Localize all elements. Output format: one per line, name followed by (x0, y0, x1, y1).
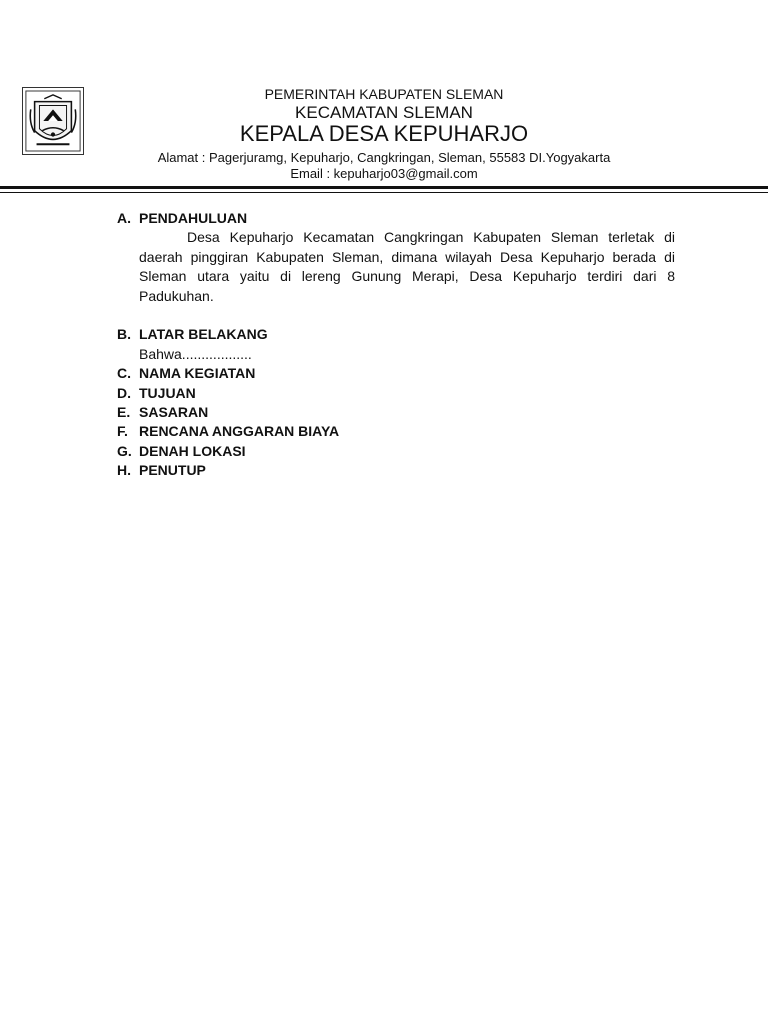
section-letter: F. (117, 423, 128, 440)
section-heading-d (117, 384, 675, 403)
office-address: Alamat : Pagerjuramg, Kepuharjo, Cangkringan, Sleman, 55583 DI.Yogyakarta (157, 150, 611, 165)
section-title: DENAH LOKASI (139, 442, 246, 459)
section-heading-h (117, 461, 675, 480)
document-body (117, 209, 675, 481)
section-heading-c (117, 364, 675, 383)
section-letter: A. (117, 210, 131, 226)
section-letter: G. (117, 442, 132, 459)
sleman-regency-emblem (22, 87, 84, 155)
letterhead-rule-thick (0, 186, 768, 189)
letterhead (100, 87, 668, 183)
section-title: PENDAHULUAN (139, 210, 248, 226)
section-title: LATAR BELAKANG (139, 326, 268, 343)
pendahuluan-text: Desa Kepuharjo Kecamatan Cangkringan Kabupaten Sleman terletak di daerah pinggiran Kabupaten Sleman, dimana wilayah Desa Kepuharjo berada di Sleman utara yaitu di lereng Gunung Merapi, Desa Kepuharjo terdiri dari 8 Padukuhan. (139, 229, 675, 304)
section-title: NAMA KEGIATAN (139, 365, 256, 382)
section-heading-f (117, 422, 675, 441)
pendahuluan-paragraph (139, 228, 675, 306)
section-heading-e (117, 403, 675, 422)
letterhead-rule-thin (0, 192, 768, 193)
section-title: RENCANA ANGGARAN BIAYA (139, 423, 340, 440)
section-heading-b (117, 325, 675, 344)
section-title: TUJUAN (139, 384, 196, 401)
section-letter: D. (117, 384, 131, 401)
section-letter: E. (117, 404, 131, 421)
section-letter: H. (117, 462, 131, 479)
section-title: SASARAN (139, 404, 209, 421)
office-title: KEPALA DESA KEPUHARJO (239, 121, 529, 146)
section-heading-g (117, 442, 675, 461)
section-letter: B. (117, 326, 131, 343)
office-email: Email : kepuharjo03@gmail.com (290, 166, 478, 181)
latar-belakang-text: Bahwa.................. (139, 345, 252, 362)
government-name: PEMERINTAH KABUPATEN SLEMAN (264, 86, 504, 102)
district-name: KECAMATAN SLEMAN (295, 103, 473, 122)
section-title: PENUTUP (139, 462, 206, 479)
section-heading-a (117, 209, 675, 228)
section-letter: C. (117, 365, 131, 382)
emblem-icon (23, 88, 83, 154)
